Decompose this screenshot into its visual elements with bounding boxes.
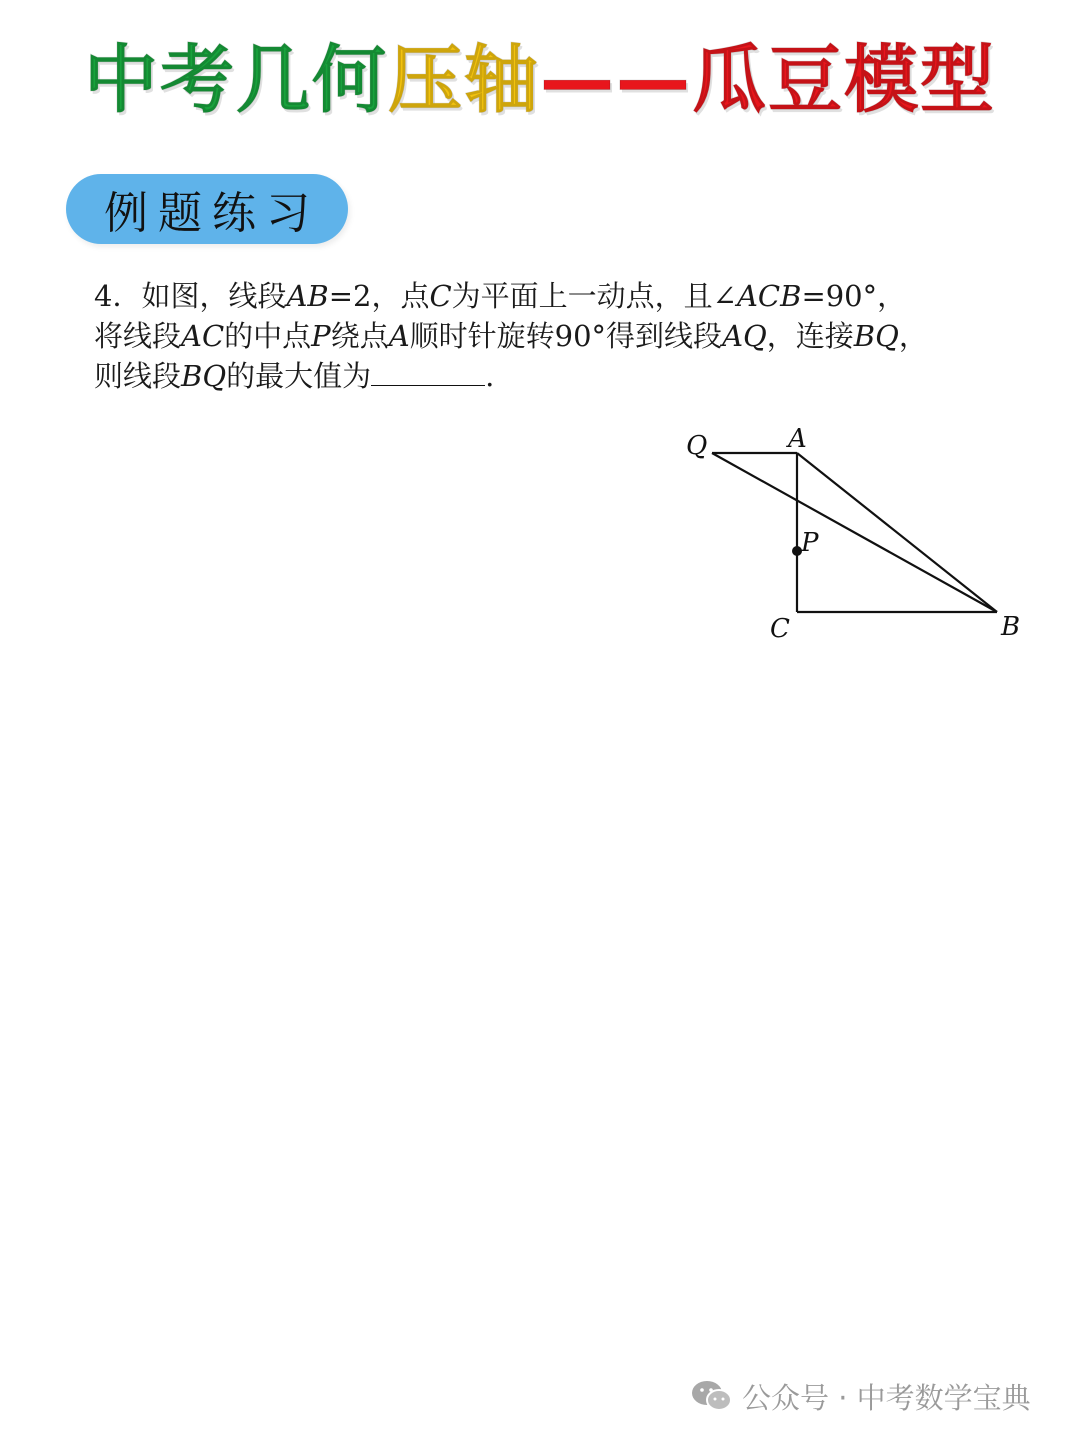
label-a: A (788, 424, 807, 454)
segment-qb (712, 453, 997, 612)
math-segment-ac: AC (181, 319, 225, 353)
math-angle-acb: ACB (736, 279, 802, 313)
math-segment-bq: BQ (853, 319, 899, 353)
text-fragment: =2，点 (328, 279, 430, 313)
text-fragment: ， (898, 319, 928, 353)
text-fragment: ，连接 (766, 319, 854, 353)
label-p: P (801, 528, 819, 558)
text-fragment: 的中点 (224, 319, 312, 353)
text-fragment: 将线段 (94, 319, 182, 353)
math-point-a: A (388, 319, 410, 353)
title-part-3: ——瓜豆模型 (540, 37, 996, 123)
text-fragment: =90°， (801, 279, 907, 313)
math-point-c: C (429, 279, 452, 313)
label-b: B (1001, 612, 1021, 642)
text-fragment: . (485, 359, 495, 393)
math-point-p: P (311, 319, 331, 353)
text-fragment: 则线段 (94, 359, 182, 393)
watermark (690, 1374, 1031, 1418)
math-segment-ab: AB (286, 279, 329, 313)
text-fragment: 顺时针旋转90°得到线段 (409, 319, 723, 353)
text-fragment: 的最大值为 (226, 359, 372, 393)
wechat-icon (690, 1378, 734, 1414)
text-fragment: 4．如图，线段 (94, 279, 287, 313)
section-label: 例题练习 (104, 188, 320, 239)
text-fragment: 绕点 (330, 319, 389, 353)
figure-lines (712, 453, 997, 612)
title-part-2: 压轴 (388, 37, 540, 123)
title-part-1: 中考几何 (84, 37, 388, 123)
segment-ab (797, 453, 997, 612)
math-segment-aq: AQ (722, 319, 767, 353)
math-segment-bq: BQ (181, 359, 227, 393)
label-q: Q (686, 431, 708, 461)
label-c: C (770, 614, 790, 644)
watermark-text: 公众号 · 中考数学宝典 (742, 1380, 1031, 1415)
text-fragment: 为平面上一动点，且∠ (451, 279, 737, 313)
